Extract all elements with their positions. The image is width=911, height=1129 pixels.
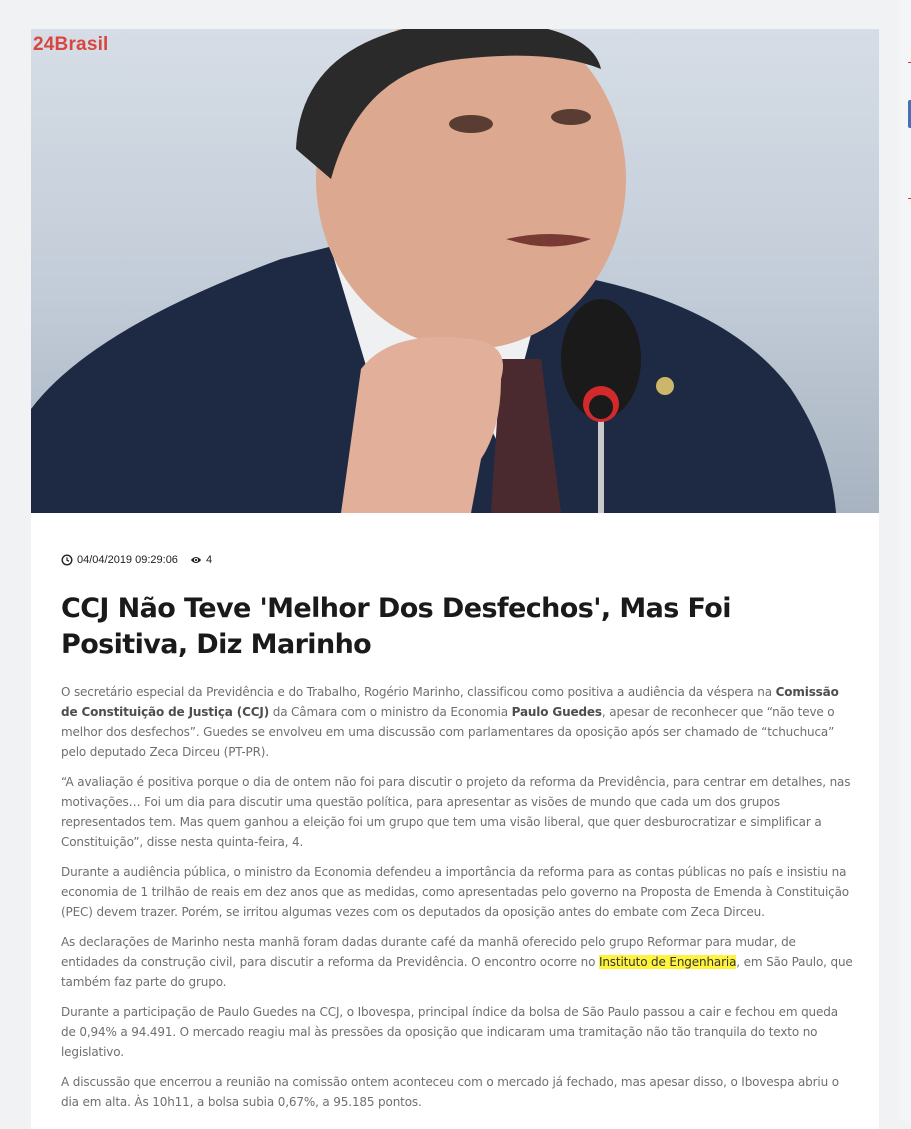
article-card (31, 29, 879, 1129)
publish-date: 04/04/2019 09:29:06 (77, 554, 178, 566)
eye-icon (190, 554, 202, 566)
article-meta (61, 554, 212, 566)
article-title: CCJ Não Teve 'Melhor Dos Desfechos', Mas Foi Positiva, Diz Marinho (61, 593, 731, 660)
paragraph-5: Durante a participação de Paulo Guedes na CCJ, o Ibovespa, principal índice da bolsa de São Paulo passou a cair e fechou em queda de 0,94% a 94.491. O mercado reagiu mal às pressões da oposição que indicaram uma tramitação não tão tranquila do texto no legislativo. (61, 1005, 838, 1059)
paragraph-2: “A avaliação é positiva porque o dia de ontem não foi para discutir o projeto da reforma da Previdência, para centrar em detalhes, nas motivações… Foi um dia para discutir uma questão política, para apresentar as visões de mundo que cada um dos grupos representados tem. Mas quem ganhou a eleição foi um grupo que tem uma visão liberal, que quer desburocratizar e simplificar a Constituição”, disse nesta quinta-feira, 4. (61, 775, 851, 849)
right-sidebar-edge (900, 0, 911, 1121)
paragraph-4: As declarações de Marinho nesta manhã foram dadas durante café da manhã oferecido pelo grupo Reformar para mudar, de entidades da construção civil, para discutir a reforma da Previdência. O encontro ocorre no Instituto de Engenharia, em São Paulo, que também faz parte do grupo. (61, 935, 853, 989)
paragraph-1: O secretário especial da Previdência e do Trabalho, Rogério Marinho, classificou como positiva a audiência da véspera na Comissão de Constituição de Justiça (CCJ) da Câmara com o ministro da Economia Paulo Guedes, apesar de reconhecer que “não teve o melhor dos desfechos”. Guedes se envolveu em uma discussão com parlamentares da oposição após ser chamado de “tchuchuca” pelo deputado Zeca Dirceu (PT-PR). (61, 685, 839, 759)
hero-image (31, 29, 879, 513)
highlighted-link[interactable]: Instituto de Engenharia (598, 955, 737, 969)
clock-icon (61, 554, 73, 566)
paragraph-3: Durante a audiência pública, o ministro da Economia defendeu a importância da reforma para as contas públicas no país e insistiu na economia de 1 trilhão de reais em dez anos que as medidas, como apresentadas pelo governo na Proposta de Emenda à Constituição (PEC) devem trazer. Porém, se irritou algumas vezes com os deputados da oposição antes do embate com Zeca Dirceu. (61, 865, 849, 919)
watermark-logo: 24Brasil (33, 34, 109, 55)
hero-photo-illustration (31, 29, 879, 513)
view-count: 4 (205, 554, 213, 566)
paulo-guedes-bold: Paulo Guedes (511, 705, 602, 719)
paragraph-6: A discussão que encerrou a reunião na comissão ontem aconteceu com o mercado já fechado, mas apesar disso, o Ibovespa abriu o dia em alta. Às 10h11, a bolsa subia 0,67%, a 95.185 pontos. (61, 1075, 839, 1109)
article-body (61, 682, 853, 1122)
ccj-bold: Comissão de Constituição de Justiça (CCJ) (61, 685, 839, 719)
